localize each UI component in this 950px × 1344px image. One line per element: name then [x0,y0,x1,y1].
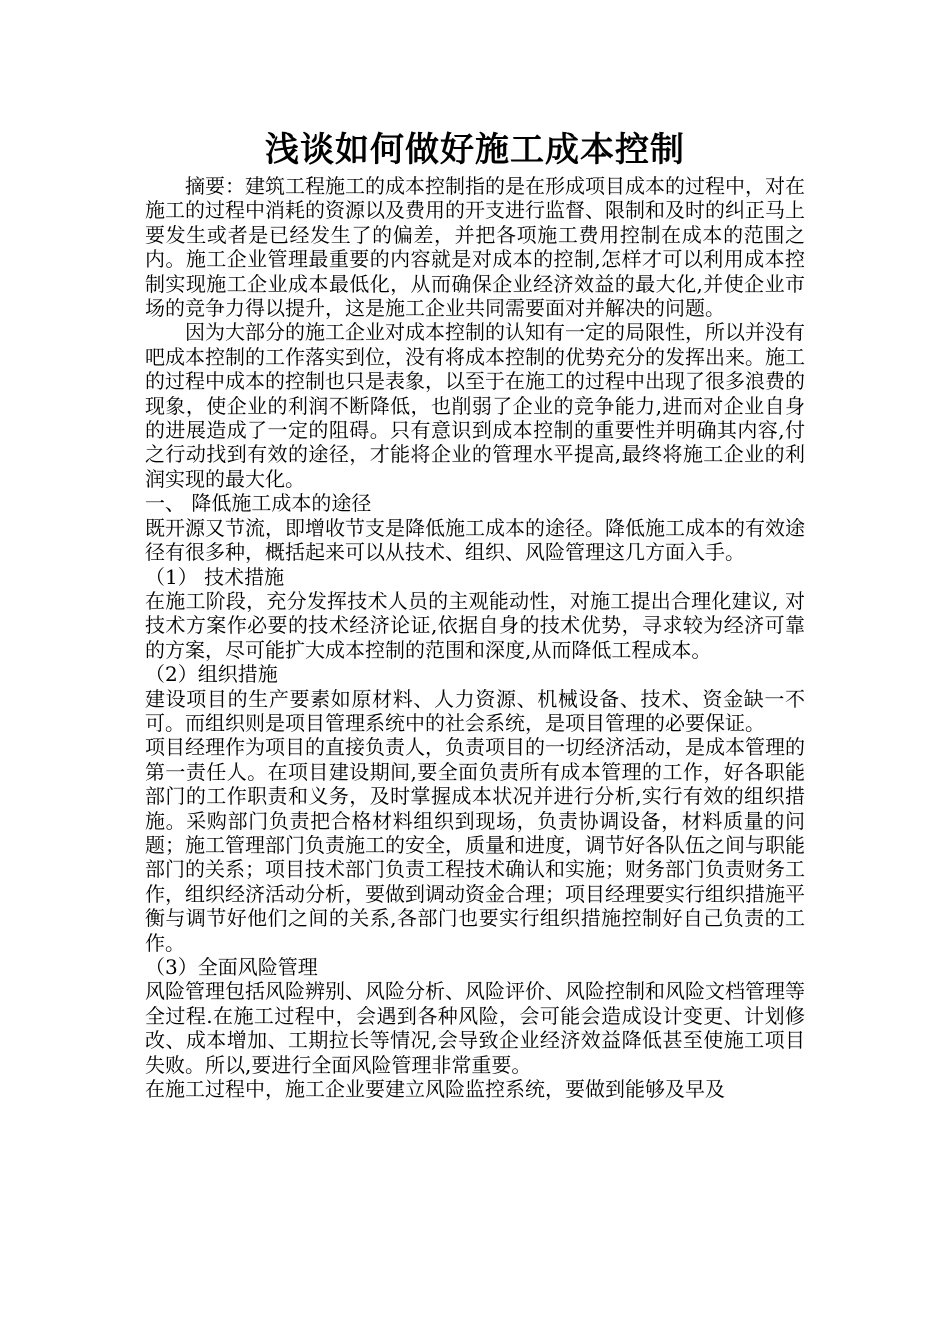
abstract-paragraph: 摘要：建筑工程施工的成本控制指的是在形成项目成本的过程中，对在施工的过程中消耗的资源以及费用的开支进行监督、限制和及时的纠正马上要发生或者是已经发生了的偏差，并把各项施工费用控制在成本的范围之内。施工企业管理最重要的内容就是对成本的控制,怎样才可以利用成本控制实现施工企业成本最低化，从而确保企业经济效益的最大化,并使企业市场的竞争力得以提升，这是施工企业共同需要面对并解决的问题。 [145,174,805,321]
subheading-risk-management: （3）全面风险管理 [145,955,318,979]
document-title: 浅谈如何做好施工成本控制 [265,130,685,170]
body-paragraph: 风险管理包括风险辨别、风险分析、风险评价、风险控制和风险文档管理等全过程.在施工过程中，会遇到各种风险，会可能会造成设计变更、计划修改、成本增加、工期拉长等情况,会导致企业经济效益降低甚至使施工项目失败。所以,要进行全面风险管理非常重要。 [145,979,805,1077]
subheading-organizational-measures: （2）组织措施 [145,662,278,687]
body-paragraph: 在施工过程中，施工企业要建立风险监控系统，要做到能够及早及 [145,1077,725,1102]
body-paragraph: 在施工阶段，充分发挥技术人员的主观能动性，对施工提出合理化建议, 对技术方案作必要的技术经济论证,依据自身的技术优势，寻求较为经济可靠的方案，尽可能扩大成本控制的范围和深度,从而降低工程成本。 [145,588,805,662]
subheading-technical-measures: （1） 技术措施 [145,564,285,589]
document-page [145,128,805,1101]
intro-paragraph: 因为大部分的施工企业对成本控制的认知有一定的局限性，所以并没有吧成本控制的工作落实到位，没有将成本控制的优势充分的发挥出来。施工的过程中成本的控制也只是表象，以至于在施工的过程中出现了很多浪费的现象，使企业的利润不断降低，也削弱了企业的竞争能力,进而对企业自身的进展造成了一定的阻碍。只有意识到成本控制的重要性并明确其内容,付之行动找到有效的途径，才能将企业的管理水平提高,最终将施工企业的利润实现的最大化。 [145,320,805,491]
section-heading-cost-reduction: 一、 降低施工成本的途径 [145,491,372,516]
body-paragraph: 项目经理作为项目的直接负责人，负责项目的一切经济活动，是成本管理的第一责任人。在项目建设期间,要全面负责所有成本管理的工作，好各职能部门的工作职责和义务，及时掌握成本状况并进行分析,实行有效的组织措施。采购部门负责把合格材料组织到现场，负责协调设备，材料质量的问题；施工管理部门负责施工的安全，质量和进度，调节好各队伍之间与职能部门的关系；项目技术部门负责工程技术确认和实施；财务部门负责财务工作，组织经济活动分析，要做到调动资金合理；项目经理要实行组织措施平衡与调节好他们之间的关系,各部门也要实行组织措施控制好自己负责的工作。 [145,735,805,955]
body-paragraph: 建设项目的生产要素如原材料、人力资源、机械设备、技术、资金缺一不可。而组织则是项目管理系统中的社会系统，是项目管理的必要保证。 [145,686,805,735]
body-paragraph: 既开源又节流，即增收节支是降低施工成本的途径。降低施工成本的有效途径有很多种，概括起来可以从技术、组织、风险管理这几方面入手。 [145,515,805,565]
